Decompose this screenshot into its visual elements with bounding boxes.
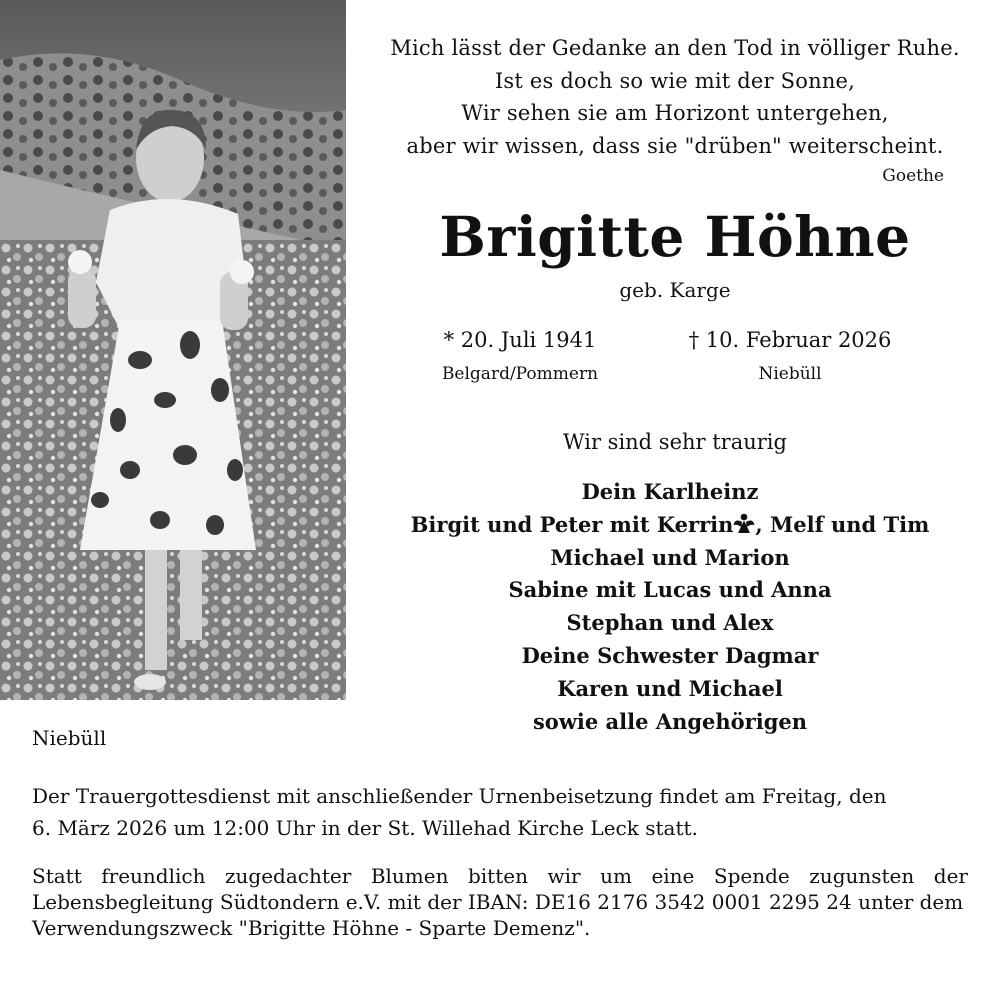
mourner-line [350, 509, 990, 542]
quote-line: Wir sehen sie am Horizont untergehen, [461, 101, 889, 125]
mourner-text: , Melf und Tim [755, 511, 930, 537]
quote [350, 32, 1000, 162]
city: Niebüll [32, 726, 107, 750]
mourning-statement: Wir sind sehr traurig [563, 430, 787, 454]
mourner-line: Sabine mit Lucas und Anna [508, 577, 832, 603]
mourner-line: Dein Karlheinz [581, 479, 759, 504]
mourner-text: Birgit und Peter mit Kerrin [410, 511, 734, 537]
service-line: Der Trauergottesdienst mit anschließender Urnenbeisetzung findet am Freitag, den [32, 784, 887, 808]
service-announcement [32, 780, 942, 844]
donation-request [32, 863, 968, 941]
quote-author: Goethe [882, 166, 944, 186]
death-place: Niebüll [758, 364, 822, 384]
angel-icon [733, 512, 755, 536]
mourner-line: sowie alle Angehörigen [532, 708, 808, 734]
portrait-photo-icon [0, 0, 346, 700]
portrait-photo [0, 0, 346, 700]
birth-place: Belgard/Pommern [441, 364, 599, 384]
mourner-line: Stephan und Alex [566, 610, 774, 636]
mourners-list [350, 476, 990, 738]
quote-line: Mich lässt der Gedanke an den Tod in völliger Ruhe. [390, 36, 960, 60]
mourner-line: Karen und Michael [557, 675, 783, 701]
donation-last-line: Verwendungszweck "Brigitte Höhne - Sparte Demenz". [32, 916, 591, 940]
quote-line: aber wir wissen, dass sie "drüben" weiterscheint. [406, 133, 944, 158]
mourner-line: Deine Schwester Dagmar [521, 642, 819, 668]
quote-line: Ist es doch so wie mit der Sonne, [494, 68, 856, 93]
service-line: 6. März 2026 um 12:00 Uhr in der St. Willehad Kirche Leck statt. [32, 816, 698, 840]
donation-text: Statt freundlich zugedachter Blumen bitten wir um eine Spende zugunsten der Lebensbegleitung Südtondern e.V. mit der IBAN: DE16 2176 3542 0001 2295 24 unter dem [32, 864, 968, 914]
deceased-name: Brigitte Höhne [439, 204, 911, 269]
maiden-name: geb. Karge [619, 278, 731, 302]
death-date: † 10. Februar 2026 [688, 328, 892, 352]
birth-date: * 20. Juli 1941 [443, 328, 597, 352]
mourner-line: Michael und Marion [550, 544, 790, 570]
